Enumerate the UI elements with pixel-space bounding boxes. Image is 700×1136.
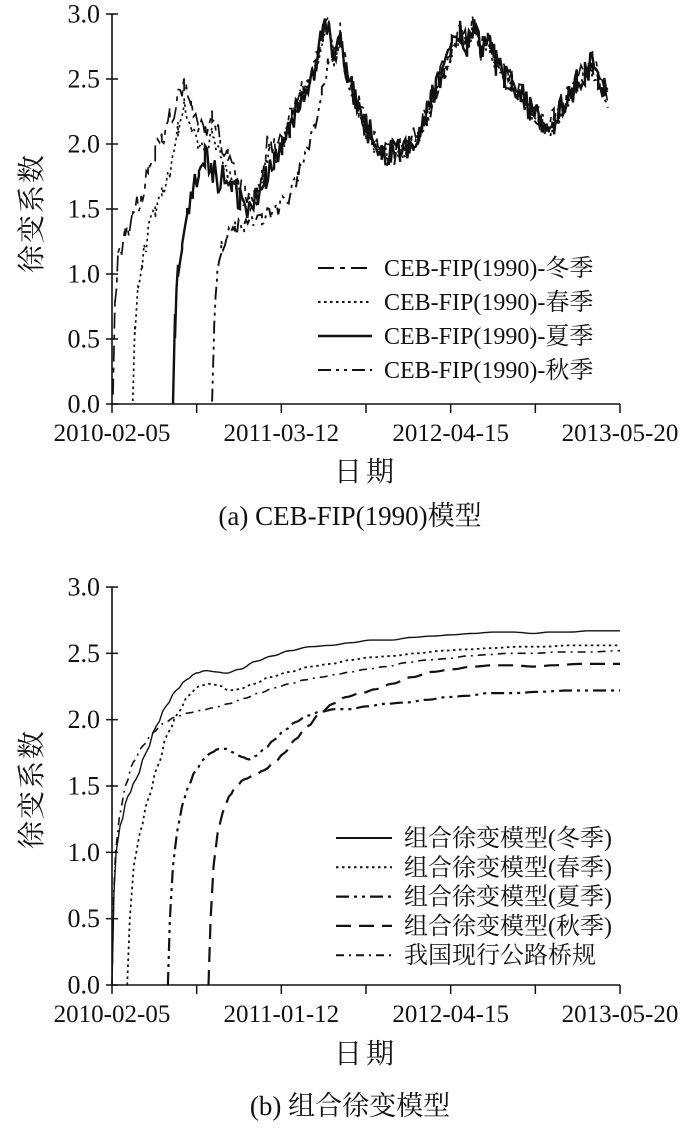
svg-text:我国现行公路桥规: 我国现行公路桥规 <box>404 943 596 970</box>
svg-text:2.0: 2.0 <box>67 705 100 735</box>
panel-caption-a: (a) CEB-FIP(1990)模型 <box>218 501 482 531</box>
svg-text:2.5: 2.5 <box>67 638 100 668</box>
svg-text:组合徐变模型(夏季): 组合徐变模型(夏季) <box>404 884 612 911</box>
svg-text:1.0: 1.0 <box>67 837 100 867</box>
svg-text:CEB-FIP(1990)-冬季: CEB-FIP(1990)-冬季 <box>384 256 594 282</box>
svg-text:2.5: 2.5 <box>67 64 100 94</box>
y-axis-title-b: 徐变系数 <box>17 729 48 850</box>
svg-text:0.0: 0.0 <box>67 389 100 419</box>
svg-text:2012-04-15: 2012-04-15 <box>392 1001 509 1028</box>
svg-text:2.0: 2.0 <box>67 129 100 159</box>
x-axis-title-b: 日期 <box>333 1039 398 1070</box>
svg-text:2011-01-12: 2011-01-12 <box>223 1001 340 1028</box>
panel-caption-b: (b) 组合徐变模型 <box>249 1091 451 1121</box>
svg-text:CEB-FIP(1990)-春季: CEB-FIP(1990)-春季 <box>384 290 594 316</box>
svg-text:CEB-FIP(1990)-夏季: CEB-FIP(1990)-夏季 <box>384 324 594 350</box>
svg-text:1.0: 1.0 <box>67 259 100 289</box>
svg-text:CEB-FIP(1990)-秋季: CEB-FIP(1990)-秋季 <box>384 358 594 384</box>
svg-text:2013-05-20: 2013-05-20 <box>561 1001 679 1028</box>
svg-text:组合徐变模型(秋季): 组合徐变模型(秋季) <box>404 913 612 940</box>
svg-text:组合徐变模型(春季): 组合徐变模型(春季) <box>404 855 612 882</box>
svg-text:2010-02-05: 2010-02-05 <box>53 420 171 447</box>
svg-text:组合徐变模型(冬季): 组合徐变模型(冬季) <box>404 826 612 852</box>
svg-text:3.0: 3.0 <box>67 572 100 602</box>
svg-text:0.5: 0.5 <box>67 904 100 934</box>
svg-text:0.0: 0.0 <box>67 970 100 1000</box>
x-axis-title-a: 日期 <box>333 457 398 488</box>
panel-b <box>0 560 700 1136</box>
svg-text:2011-03-12: 2011-03-12 <box>223 420 340 447</box>
svg-text:2010-02-05: 2010-02-05 <box>53 1001 171 1028</box>
y-axis-title-a: 徐变系数 <box>17 153 48 274</box>
svg-text:2012-04-15: 2012-04-15 <box>392 420 509 447</box>
svg-text:2013-05-20: 2013-05-20 <box>561 420 679 447</box>
svg-text:1.5: 1.5 <box>67 194 100 224</box>
svg-text:1.5: 1.5 <box>67 771 100 801</box>
svg-text:0.5: 0.5 <box>67 324 100 354</box>
svg-text:3.0: 3.0 <box>67 0 100 29</box>
panel-a <box>0 0 700 560</box>
